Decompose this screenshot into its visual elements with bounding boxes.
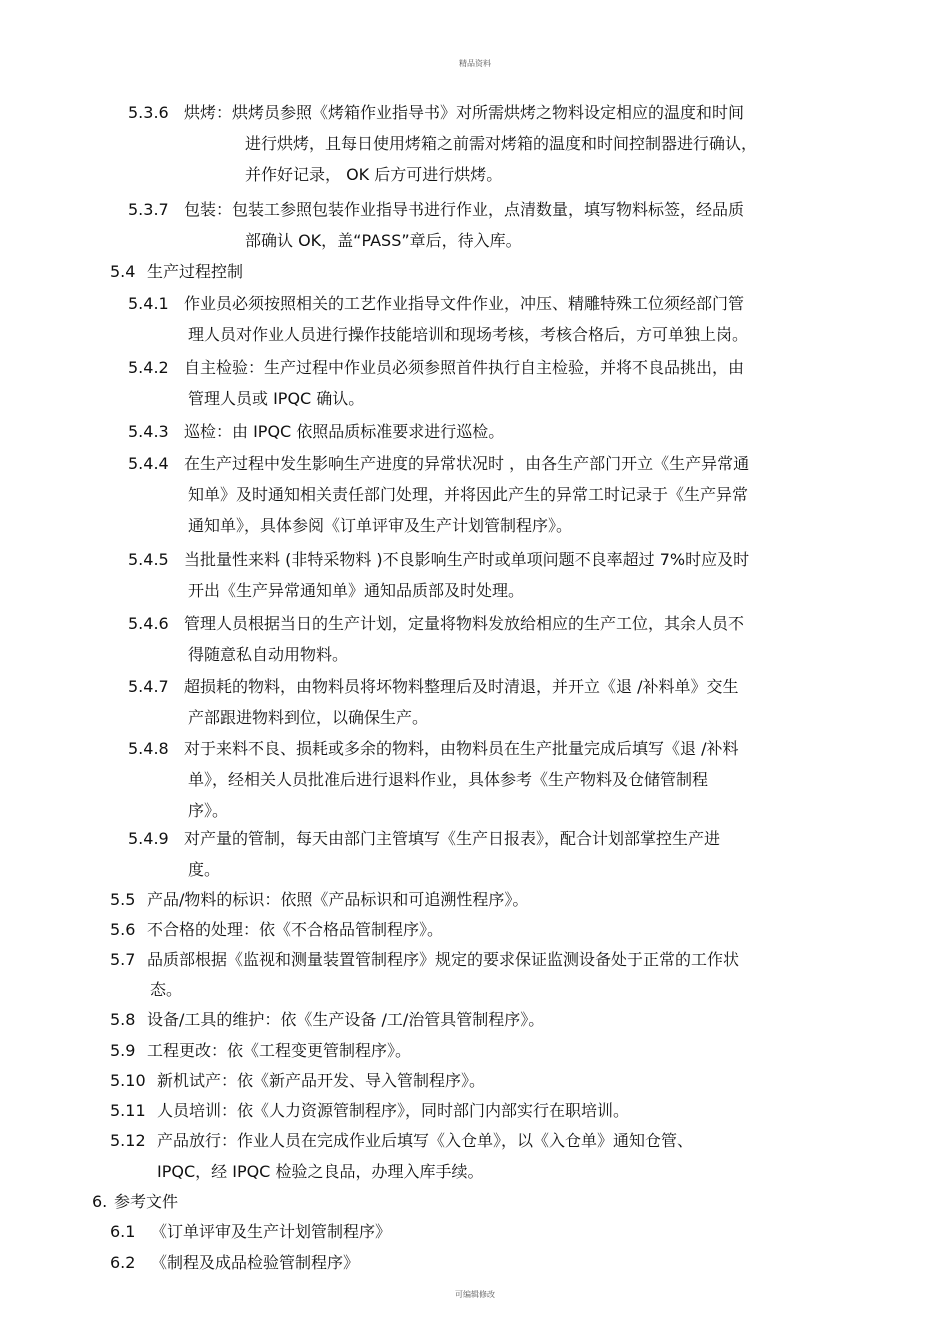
section-number: 5.4 (110, 262, 136, 281)
clause-text: 管理人员根据当日的生产计划，定量将物料发放给相应的生产工位，其余人员不 (184, 614, 745, 633)
clause-text: 得随意私自动用物料。 (188, 645, 349, 664)
reference-title: 《制程及成品检验管制程序》 (151, 1253, 360, 1272)
clause-number: 5.4.7 (128, 677, 169, 696)
section-number: 5.6 (110, 920, 136, 939)
clause-text: 开出《生产异常通知单》通知品质部及时处理。 (188, 581, 525, 600)
section-text: 产品/物料的标识：依照《产品标识和可追溯性程序》。 (147, 890, 529, 909)
section-text: 产品放行：作业人员在完成作业后填写《入仓单》，以《入仓单》通知仓管、 (157, 1131, 694, 1150)
clause-number: 5.4.8 (128, 739, 169, 758)
clause-text: 度。 (188, 860, 221, 879)
clause-text: 对产量的管制，每天由部门主管填写《生产日报表》，配合计划部掌控生产进 (184, 829, 721, 848)
clause-text: 对于来料不良、损耗或多余的物料，由物料员在生产批量完成后填写《退 /补料 (184, 739, 739, 758)
section-number: 5.7 (110, 950, 136, 969)
section-number: 5.12 (110, 1131, 146, 1150)
section-number: 5.8 (110, 1010, 136, 1029)
clause-number: 5.3.6 (128, 103, 169, 122)
section-number: 5.5 (110, 890, 136, 909)
page-footer: 可编辑修改 (455, 1290, 495, 1299)
clause-text: 超损耗的物料，由物料员将坏物料整理后及时清退，并开立《退 /补料单》交生 (184, 677, 739, 696)
clause-text: 并作好记录， OK 后方可进行烘烤。 (245, 165, 503, 184)
section-text: 设备/工具的维护：依《生产设备 /工/治管具管制程序》。 (147, 1010, 545, 1029)
section-text: 品质部根据《监视和测量装置管制程序》规定的要求保证监测设备处于正常的工作状 (147, 950, 740, 969)
section-text: 人员培训：依《人力资源管制程序》，同时部门内部实行在职培训。 (157, 1101, 630, 1120)
section-number: 5.11 (110, 1101, 146, 1120)
clause-text: 序》。 (188, 801, 229, 820)
section-number: 5.10 (110, 1071, 146, 1090)
clause-text: 作业员必须按照相关的工艺作业指导文件作业，冲压、精雕特殊工位须经部门管 (184, 294, 745, 313)
clause-text: 包装：包装工参照包装作业指导书进行作业，点清数量，填写物料标签，经品质 (184, 200, 745, 219)
section-text: 新机试产：依《新产品开发、导入管制程序》。 (157, 1071, 486, 1090)
clause-text: 自主检验：生产过程中作业员必须参照首件执行自主检验，并将不良品挑出，由 (184, 358, 745, 377)
clause-text: 通知单》，具体参阅《订单评审及生产计划管制程序》。 (188, 516, 573, 535)
clause-text: 烘烤：烘烤员参照《烤箱作业指导书》对所需烘烤之物料设定相应的温度和时间 (184, 103, 745, 122)
section-text: 工程更改：依《工程变更管制程序》。 (147, 1041, 412, 1060)
section-title: 生产过程控制 (147, 262, 244, 281)
reference-number: 6.1 (110, 1222, 136, 1241)
section-text: 不合格的处理：依《不合格品管制程序》。 (147, 920, 444, 939)
clause-text: 部确认 OK，盖“PASS”章后，待入库。 (245, 231, 522, 250)
clause-number: 5.4.1 (128, 294, 169, 313)
clause-number: 5.4.2 (128, 358, 169, 377)
chapter-number: 6. (92, 1192, 108, 1211)
clause-text: 单》，经相关人员批准后进行退料作业，具体参考《生产物料及仓储管制程 (188, 770, 709, 789)
section-number: 5.9 (110, 1041, 136, 1060)
clause-number: 5.3.7 (128, 200, 169, 219)
clause-number: 5.4.6 (128, 614, 169, 633)
clause-text: 进行烘烤，且每日使用烤箱之前需对烤箱的温度和时间控制器进行确认， (245, 134, 758, 153)
clause-number: 5.4.9 (128, 829, 169, 848)
clause-text: 在生产过程中发生影响生产进度的异常状况时 ，由各生产部门开立《生产异常通 (184, 454, 750, 473)
page-header: 精品资料 (459, 59, 491, 68)
clause-text: 管理人员或 IPQC 确认。 (188, 389, 365, 408)
clause-text: 知单》及时通知相关责任部门处理，并将因此产生的异常工时记录于《生产异常 (188, 485, 749, 504)
clause-text: 理人员对作业人员进行操作技能培训和现场考核，考核合格后，方可单独上岗。 (188, 325, 749, 344)
clause-number: 5.4.4 (128, 454, 169, 473)
reference-number: 6.2 (110, 1253, 136, 1272)
section-text: IPQC，经 IPQC 检验之良品，办理入库手续。 (157, 1162, 484, 1181)
clause-number: 5.4.5 (128, 550, 169, 569)
reference-title: 《订单评审及生产计划管制程序》 (151, 1222, 392, 1241)
chapter-title: 参考文件 (114, 1192, 179, 1211)
clause-text: 产部跟进物料到位，以确保生产。 (188, 708, 429, 727)
section-text: 态。 (150, 980, 183, 999)
clause-text: 当批量性来料 (非特采物料 )不良影响生产时或单项问题不良率超过 7%时应及时 (184, 550, 750, 569)
clause-text: 巡检：由 IPQC 依照品质标准要求进行巡检。 (184, 422, 505, 441)
clause-number: 5.4.3 (128, 422, 169, 441)
